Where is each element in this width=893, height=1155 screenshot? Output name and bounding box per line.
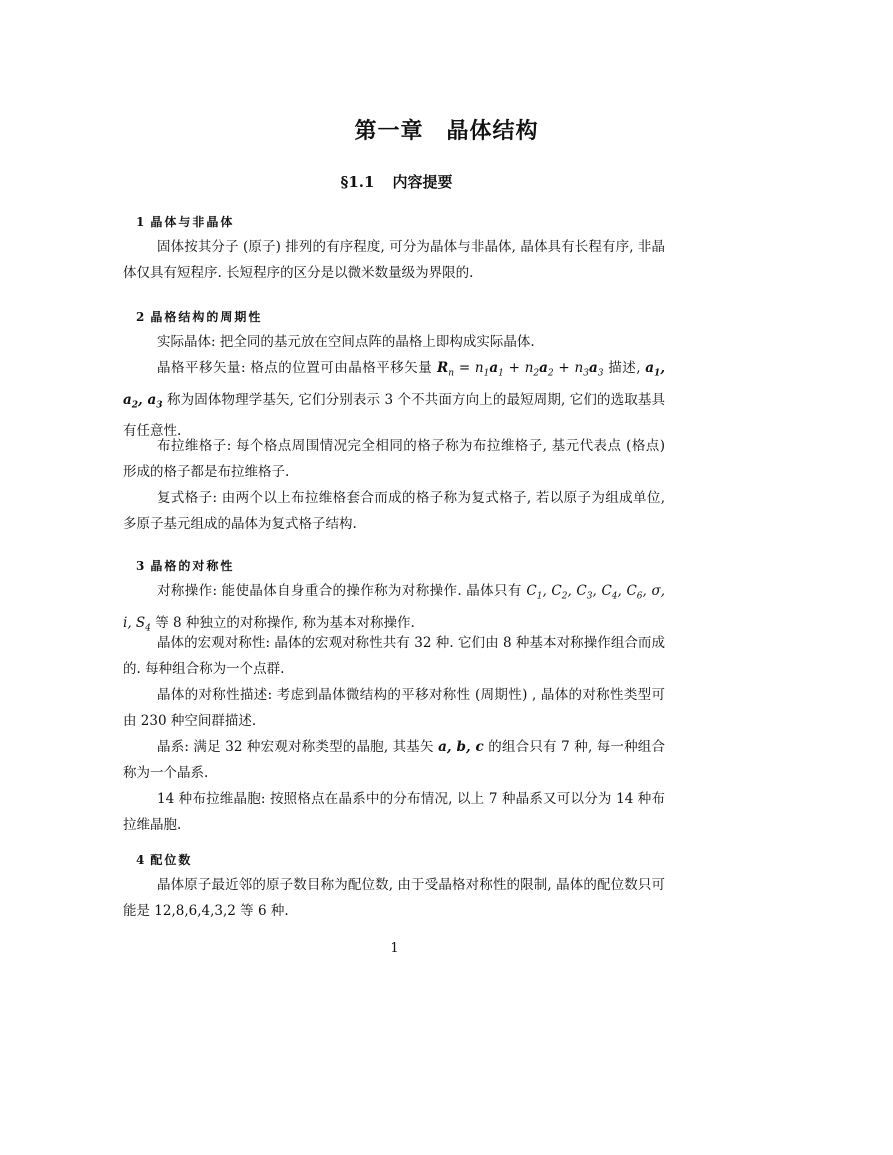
paragraph: 晶体的宏观对称性: 晶体的宏观对称性共有 32 种. 它们由 8 种基本对称操作组合而成的. 每种组合称为一个点群. <box>123 635 665 677</box>
lattice-vector-formula: $R_n = n_1a_1 + n_2a_2 + n_3a_3$ <box>437 360 604 379</box>
paragraph-symmetry-ops: 对称操作: 能使晶体自身重合的操作称为对称操作. 晶体只有 $C_1$, $C_2$, $C_3$, $C_4$, $C_6$, σ, i, $S_4$ 等 8 种独立的对称操作, 称为基本对称操作. <box>123 583 665 634</box>
subsection-heading-4: 4 配位数 <box>136 853 193 867</box>
section-title-text: 内容提要 <box>392 173 453 191</box>
paragraph-lattice-vector: 晶格平移矢量: 格点的位置可由晶格平移矢量 $R_n = n_1a_1 + n_2a_2 + n_3a_3$ 描述, $a_1$, $a_2$, $a_3$ 称为固体物理学基矢, 它们分别表示 3 个不共面方向上的最短周期, 它们的选取基具有任意性. <box>123 360 666 440</box>
paragraph: 晶体原子最近邻的原子数目称为配位数, 由于受晶格对称性的限制, 晶体的配位数只可能是 12,8,6,4,3,2 等 6 种. <box>123 877 665 919</box>
subsection-heading-1: 1 晶体与非晶体 <box>136 215 235 229</box>
symmetry-symbols: $C_1$, $C_2$, $C_3$, $C_4$, $C_6$, σ, i, $S_4$ <box>123 583 665 634</box>
section-number: §1.1 <box>340 173 375 191</box>
chapter-title: 第一章 晶体结构 <box>354 119 539 144</box>
subsection-heading-3: 3 晶格的对称性 <box>136 559 235 573</box>
basis-vectors: $a_1$, $a_2$, $a_3$ <box>123 360 666 411</box>
paragraph: 布拉维格子: 每个格点周围情况完全相同的格子称为布拉维格子, 基元代表点 (格点) 形成的格子都是布拉维格子. <box>123 438 665 480</box>
paragraph: 复式格子: 由两个以上布拉维格套合而成的格子称为复式格子, 若以原子为组成单位, 多原子基元组成的晶体为复式格子结构. <box>123 490 665 532</box>
page-number: 1 <box>390 941 399 956</box>
paragraph: 14 种布拉维晶胞: 按照格点在晶系中的分布情况, 以上 7 种晶系又可以分为 14 种布拉维晶胞. <box>123 791 665 833</box>
subsection-heading-2: 2 晶格结构的周期性 <box>136 310 263 324</box>
paragraph: 晶体的对称性描述: 考虑到晶体微结构的平移对称性 (周期性) , 晶体的对称性类型可由 230 种空间群描述. <box>123 687 665 729</box>
paragraph: 固体按其分子 (原子) 排列的有序程度, 可分为晶体与非晶体, 晶体具有长程有序, 非晶体仅具有短程序. 长短程序的区分是以微米数量级为界限的. <box>123 239 665 281</box>
basis-vectors-abc: a, b, c <box>438 739 484 755</box>
paragraph-crystal-system: 晶系: 满足 32 种宏观对称类型的晶胞, 其基矢 a, b, c 的组合只有 7 种, 每一种组合称为一个晶系. <box>123 739 665 781</box>
paragraph: 实际晶体: 把全同的基元放在空间点阵的晶格上即构成实际晶体. <box>157 334 535 350</box>
section-title <box>0 171 793 192</box>
